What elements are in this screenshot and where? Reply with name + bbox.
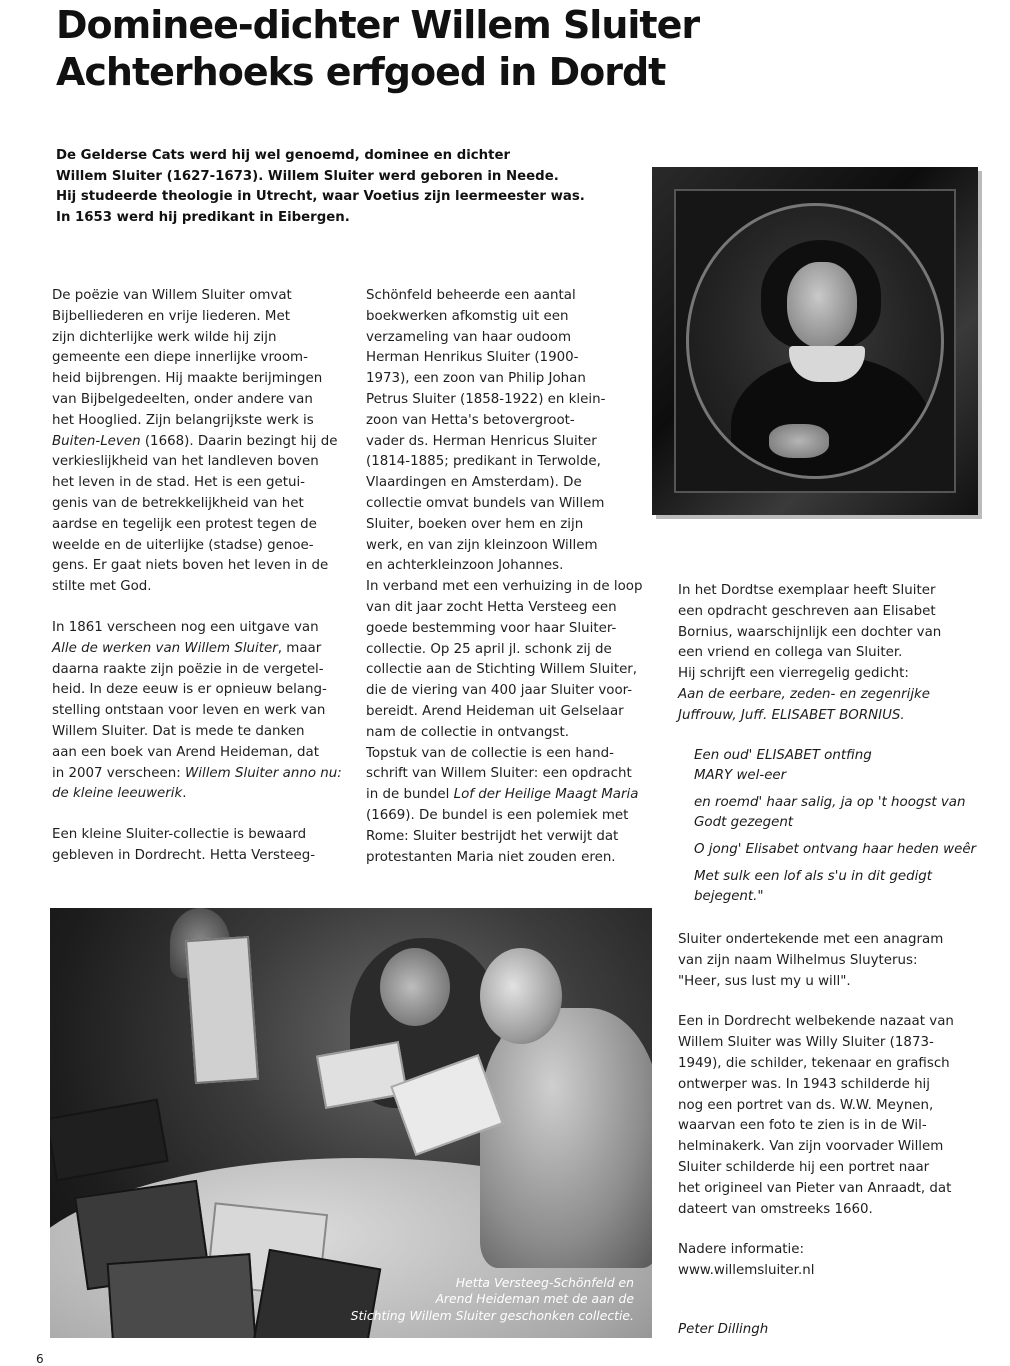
photo-man-head [480, 948, 562, 1044]
column-3-lower [678, 930, 968, 1282]
text-line: daarna raakte zijn poëzie in de vergetel- [52, 661, 324, 677]
text-line [366, 785, 646, 806]
text-line: verkieslijkheid van het landleven boven [52, 454, 319, 470]
text-line: Sluiter ondertekende met een anagram [678, 932, 944, 947]
intro-line: Willem Sluiter (1627-1673). Willem Sluiter werd geboren in Neede. [56, 168, 559, 184]
text-line: waarvan een foto te zien is in de Wil- [678, 1118, 927, 1134]
text-line: die de viering van 400 jaar Sluiter voor- [366, 683, 633, 699]
text-line: 1949), die schilder, tekenaar en grafisch [678, 1055, 950, 1071]
anagram-paragraph [678, 930, 968, 992]
text-line: nog een portret van ds. W.W. Meynen, [678, 1097, 934, 1113]
col2-paragraph [366, 286, 646, 868]
text-line: Rome: Sluiter bestrijdt het verwijt dat [366, 828, 619, 844]
text-line: Sluiter schilderde hij een portret naar [678, 1159, 930, 1175]
poem-line: O jong' Elisabet ontvang haar heden weêr [694, 842, 977, 857]
poem-line: en roemd' haar salig, ja op 't hoogst van [694, 795, 966, 810]
author-signature: Peter Dillingh [678, 1322, 769, 1337]
portrait-hand [769, 424, 829, 458]
text-line: van zijn naam Wilhelmus Sluyterus: [678, 952, 918, 968]
photo-woman-head [380, 948, 450, 1026]
text-line [52, 784, 342, 805]
text-line: bereidt. Arend Heideman uit Gelselaar [366, 703, 624, 719]
title-line-1: Dominee-dichter Willem Sluiter [56, 3, 700, 47]
intro-line: Hij studeerde theologie in Utrecht, waar Voetius zijn leermeester was. [56, 189, 585, 204]
text-line: weelde en de uiterlijke (stadse) genoe- [52, 537, 314, 553]
text-line: Vlaardingen en Amsterdam). De [366, 475, 582, 491]
photo-book [50, 1099, 169, 1182]
text-line: Petrus Sluiter (1858-1922) en klein- [366, 391, 606, 407]
text-fragment: , maar [277, 640, 322, 656]
text-line: De poëzie van Willem Sluiter omvat [52, 288, 292, 303]
text-line: (1669). De bundel is een polemiek met [366, 807, 629, 823]
text-line: een vriend en collega van Sluiter. [678, 645, 903, 661]
text-line: Schönfeld beheerde een aantal [366, 288, 576, 303]
article-title [56, 2, 699, 96]
intro-line: In 1653 werd hij predikant in Eibergen. [56, 209, 350, 225]
text-line: (1814-1885; predikant in Terwolde, [366, 454, 601, 470]
text-line: dateert van omstreeks 1660. [678, 1201, 873, 1217]
text-fragment: (1668). Daarin bezingt hij de [140, 433, 338, 449]
intro-line: De Gelderse Cats werd hij wel genoemd, dominee en dichter [56, 148, 511, 163]
text-line: aan een boek van Arend Heideman, dat [52, 744, 320, 760]
book-title: de kleine leeuwerik [52, 786, 183, 802]
poem-line: Godt gezegent [694, 815, 794, 830]
descendant-paragraph [678, 1012, 968, 1220]
text-line: heid bijbrengen. Hij maakte berijmingen [52, 371, 323, 387]
text-line: gemeente een diepe innerlijke vroom- [52, 350, 308, 366]
photo-caption [351, 1275, 634, 1324]
poem [694, 746, 977, 907]
col1-paragraph-3 [52, 825, 342, 867]
text-line: verzameling van haar oudoom [366, 329, 572, 345]
column-1 [52, 286, 342, 867]
col3-paragraph [678, 581, 968, 727]
book-title: Alle de werken van Willem Sluiter [52, 640, 278, 656]
text-line: protestanten Maria niet zouden eren. [366, 849, 616, 865]
photo-book [107, 1253, 258, 1338]
text-line: 1973), een zoon van Philip Johan [366, 371, 586, 387]
text-line: Sluiter, boeken over hem en zijn [366, 516, 584, 532]
text-line: het leven in de stad. Het is een getui- [52, 475, 306, 491]
text-line: zoon van Hetta's betovergroot- [366, 412, 575, 428]
text-line [52, 432, 342, 453]
text-line: Hij schrijft een vierregelig gedicht: [678, 666, 909, 682]
text-line: In verband met een verhuizing in de loop [366, 579, 643, 595]
text-line: In 1861 verscheen nog een uitgave van [52, 619, 319, 635]
text-fragment: in de bundel [366, 787, 454, 803]
text-line [52, 764, 342, 785]
text-line: collectie. Op 25 april jl. schonk zij de [366, 641, 612, 657]
text-line: gens. Er gaat niets boven het leven in de [52, 558, 329, 574]
website-link[interactable]: www.willemsluiter.nl [678, 1263, 815, 1279]
col1-paragraph-2 [52, 618, 342, 805]
dedication-line: Juffrouw, Juff. ELISABET BORNIUS. [678, 707, 905, 723]
text-line: vader ds. Herman Henricus Sluiter [366, 433, 597, 449]
dedication-line: Aan de eerbare, zeden- en zegenrijke [678, 686, 931, 702]
text-line: In het Dordtse exemplaar heeft Sluiter [678, 583, 936, 598]
text-line: van Bijbelgedeelten, onder andere van [52, 391, 313, 407]
text-line: Een kleine Sluiter-collectie is bewaard [52, 827, 307, 843]
caption-line: Stichting Willem Sluiter geschonken collectie. [350, 1307, 634, 1323]
text-line: goede bestemming voor haar Sluiter- [366, 620, 617, 636]
poem-line: bejegent." [694, 889, 764, 904]
book-title: Buiten-Leven [52, 433, 141, 449]
col1-paragraph-1 [52, 286, 342, 598]
text-line: Bornius, waarschijnlijk een dochter van [678, 624, 942, 640]
title-line-2: Achterhoeks erfgoed in Dordt [56, 50, 666, 94]
text-fragment: . [182, 786, 187, 802]
page-number: 6 [36, 1352, 44, 1366]
text-line: werk, en van zijn kleinzoon Willem [366, 537, 598, 553]
poem-line: Een oud' ELISABET ontfing [694, 748, 872, 763]
portrait-face [787, 262, 857, 348]
text-line: aardse en tegelijk een protest tegen de [52, 516, 317, 532]
text-line [52, 639, 342, 660]
text-line: heid. In deze eeuw is er opnieuw belang- [52, 682, 327, 698]
text-line: genis van de betrekkelijkheid van het [52, 495, 304, 511]
portrait-canvas [674, 189, 956, 493]
text-line: het Hooglied. Zijn belangrijkste werk is [52, 412, 314, 428]
text-line: gebleven in Dordrecht. Hetta Versteeg- [52, 847, 316, 863]
text-fragment: in 2007 verscheen: [52, 765, 186, 781]
text-line: Topstuk van de collectie is een hand- [366, 745, 614, 761]
text-line: collectie aan de Stichting Willem Sluiter, [366, 662, 638, 678]
column-3 [678, 581, 968, 727]
book-title: Willem Sluiter anno nu: [185, 765, 342, 781]
text-line: ontwerper was. In 1943 schilderde hij [678, 1076, 930, 1092]
poem-line: Met sulk een lof als s'u in dit gedigt [694, 869, 933, 884]
collection-photo [50, 908, 652, 1338]
text-line: boekwerken afkomstig uit een [366, 308, 569, 324]
text-line: stelling ontstaan voor leven en werk van [52, 703, 326, 719]
text-line: Willem Sluiter was Willy Sluiter (1873- [678, 1035, 934, 1051]
photo-man [480, 1008, 652, 1268]
portrait-oval [686, 203, 944, 479]
column-2 [366, 286, 646, 868]
text-line: het origineel van Pieter van Anraadt, dat [678, 1180, 952, 1196]
poem-line: MARY wel-eer [694, 768, 787, 783]
caption-line: Hetta Versteeg-Schönfeld en [455, 1274, 634, 1290]
text-line: zijn dichterlijke werk wilde hij zijn [52, 329, 277, 345]
portrait-painting [652, 167, 978, 515]
intro-paragraph [56, 146, 596, 228]
text-line: een opdracht geschreven aan Elisabet [678, 603, 936, 619]
caption-line: Arend Heideman met de aan de [435, 1291, 634, 1307]
text-line: Bijbelliederen en vrije liederen. Met [52, 308, 290, 324]
text-line: stilte met God. [52, 579, 152, 595]
text-line: Een in Dordrecht welbekende nazaat van [678, 1014, 954, 1030]
text-line: van dit jaar zocht Hetta Versteeg een [366, 599, 617, 615]
text-line: collectie omvat bundels van Willem [366, 495, 605, 511]
more-info-paragraph [678, 1240, 968, 1282]
text-line: Herman Henrikus Sluiter (1900- [366, 350, 579, 366]
more-info-label: Nadere informatie: [678, 1242, 805, 1258]
text-line: nam de collectie in ontvangst. [366, 724, 570, 740]
text-line: en achterkleinzoon Johannes. [366, 558, 564, 574]
book-title: Lof der Heilige Maagt Maria [453, 787, 639, 803]
text-line: "Heer, sus lust my u will". [678, 973, 851, 989]
photo-book [185, 936, 259, 1084]
text-line: Willem Sluiter. Dat is mede te danken [52, 723, 305, 739]
text-line: helminakerk. Van zijn voorvader Willem [678, 1139, 944, 1155]
text-line: schrift van Willem Sluiter: een opdracht [366, 766, 632, 782]
